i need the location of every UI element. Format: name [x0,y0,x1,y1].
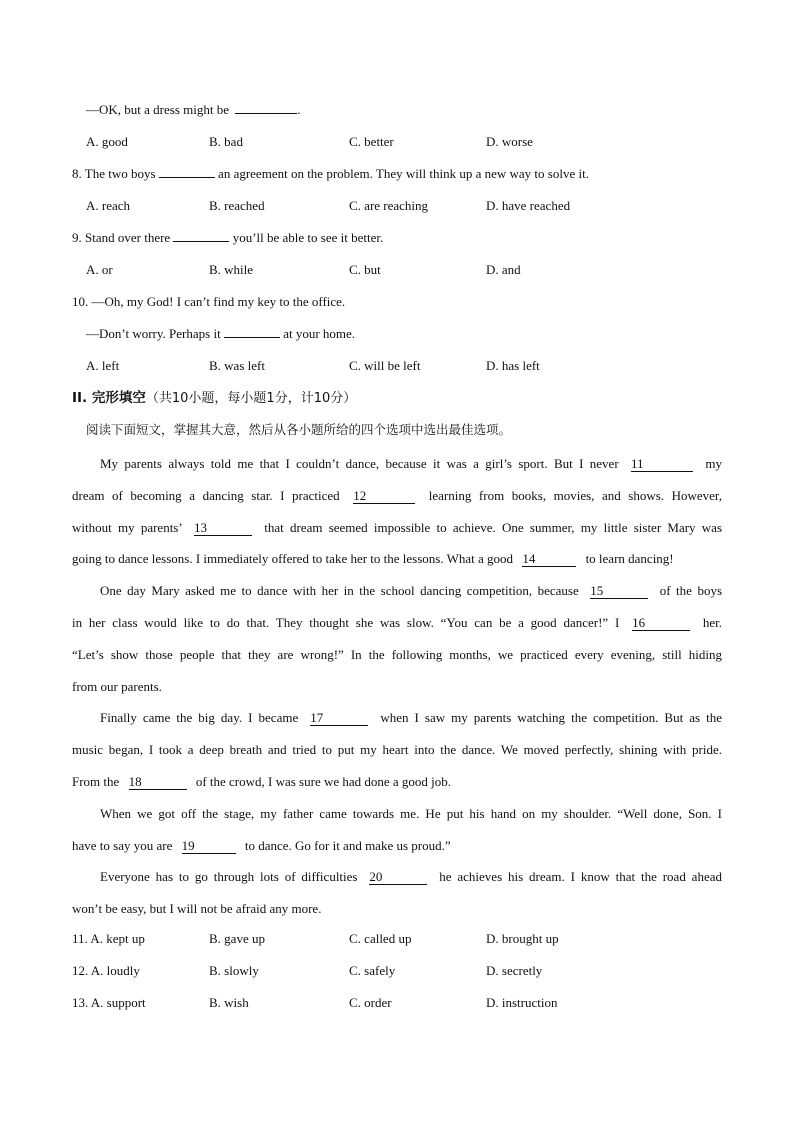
option-c: C. called up [349,930,412,946]
passage-text: of the boys [659,583,722,599]
passage-text: Finally came the big day. I became [100,710,299,726]
q9-options [72,256,722,288]
option-a: A. left [86,358,120,373]
instruction-text: 阅读下面短文，掌握其大意，然后从各小题所给的四个选项中选出最佳选项。 [86,422,512,437]
passage-text: her. [702,614,723,630]
option-b: B. reached [209,198,265,213]
passage-text: music began, I took a deep breath and tried to put my heart into the dance. We moved perfectly, shining with pride. [72,742,722,758]
q8-stem-end: an agreement on the problem. They will think up a new way to solve it. [218,166,589,181]
q10-reply-start: —Don’t worry. Perhaps it [86,326,221,341]
passage-line [72,607,722,639]
passage-line [72,861,722,893]
blank-12: 12 [353,489,415,504]
q8-options [72,192,722,224]
blank-19: 19 [182,839,236,854]
passage-text: in her class would like to do that. They thought she was slow. “You can be a good dancer!” I [72,614,620,630]
q10-line2 [72,320,722,352]
blank-16: 16 [632,616,690,631]
passage-text: without my parents’ [72,519,182,535]
passage-text: from our parents. [72,678,162,694]
passage-text: going to dance lessons. I immediately offered to take her to the lessons. What a good [72,551,514,567]
answer-row-12 [72,957,722,989]
passage-line [72,448,722,480]
passage-text: when I saw my parents watching the competition. But as the [380,710,722,726]
passage-line [72,671,722,703]
section-instruction [72,416,722,448]
blank-14: 14 [522,552,576,567]
option-d: D. brought up [486,930,559,946]
passage-text: “Let’s show those people that they are wrong!” In the following months, we practiced every evening, still hiding [72,646,722,662]
passage-line [72,575,722,607]
passage-text: of the crowd, I was sure we had done a good job. [195,773,452,789]
option-c: C. are reaching [349,198,429,213]
section-heading [72,384,722,416]
option-c: C. but [349,262,381,277]
option-d: D. and [486,262,521,277]
blank-15: 15 [590,584,648,599]
passage-text: have to say you are [72,837,173,853]
passage-text: to dance. Go for it and make us proud.” [244,837,451,853]
passage-line [72,798,722,830]
blank-18: 18 [129,775,187,790]
q9-stem-end: you’ll be able to see it better. [232,230,384,245]
option-b: B. was left [209,358,265,373]
option-d: D. has left [486,358,540,373]
passage-text: he achieves his dream. I know that the road ahead [439,869,722,885]
option-a: A. or [86,262,113,277]
q10-options [72,352,722,384]
passage-text: When we got off the stage, my father came towards me. He put his hand on my shoulder. “Well done, Son. I [100,805,722,821]
passage-text: Everyone has to go through lots of difficulties [100,869,358,885]
blank-20: 20 [369,870,427,885]
q10-line1 [72,288,722,320]
option-c: C. order [349,994,392,1010]
q7-options [72,128,722,160]
worksheet-page [72,96,722,1021]
option-b: B. while [209,262,254,277]
option-a: A. reach [86,198,131,213]
answer-blank [224,337,280,338]
q7-dialog-text: —OK, but a dress might be [86,102,229,117]
passage-text: One day Mary asked me to dance with her in the school dancing competition, because [100,583,579,599]
option-d: D. secretly [486,962,543,978]
option-b: B. gave up [209,930,265,946]
answer-blank [159,177,215,178]
option-b: B. bad [209,134,243,149]
section-title: II. 完形填空 [72,390,146,406]
blank-17: 17 [310,711,368,726]
passage-text: From the [72,773,120,789]
option-b: B. wish [209,994,249,1010]
passage-text: to learn dancing! [585,551,674,567]
passage-line [72,480,722,512]
option-d: D. instruction [486,994,558,1010]
passage-text: won’t be easy, but I will not be afraid any more. [72,901,322,917]
passage-line [72,543,722,575]
answer-row-13 [72,989,722,1021]
passage-text: my [705,456,722,471]
option-a: 13. A. support [72,994,146,1010]
q7-dialog: —OK, but a dress might be . [86,102,301,117]
passage-line [72,766,722,798]
blank-11: 11 [631,457,693,472]
q8-stem [72,160,722,192]
passage-line [72,512,722,544]
q9-stem [72,224,722,256]
q9-stem-start: 9. Stand over there [72,230,171,245]
passage-line [72,702,722,734]
passage-line [72,734,722,766]
passage-line [72,830,722,862]
option-c: C. will be left [349,358,421,373]
cloze-passage [72,448,722,925]
option-a: 12. A. loudly [72,962,140,978]
answer-blank [173,241,229,242]
q8-stem-start: 8. The two boys [72,166,156,181]
section-note: （共10小题，每小题1分，计10分） [145,391,357,406]
option-c: C. better [349,134,394,149]
option-b: B. slowly [209,962,259,978]
option-a: 11. A. kept up [72,930,145,946]
passage-text: dream of becoming a dancing star. I practiced [72,487,340,503]
q10-question: 10. —Oh, my God! I can’t find my key to the office. [72,294,346,309]
passage-text: My parents always told me that I couldn’t dance, because it was a girl’s sport. But I never [100,456,619,471]
answer-blank [235,113,297,114]
option-a: A. good [86,134,128,149]
option-c: C. safely [349,962,396,978]
option-d: D. have reached [486,198,571,213]
passage-text: learning from books, movies, and shows. However, [428,487,722,503]
blank-13: 13 [194,521,252,536]
answer-row-11 [72,925,722,957]
passage-line [72,639,722,671]
option-d: D. worse [486,134,533,149]
passage-text: that dream seemed impossible to achieve. One summer, my little sister Mary was [264,519,723,535]
passage-line [72,893,722,925]
q10-reply-end: at your home. [283,326,356,341]
